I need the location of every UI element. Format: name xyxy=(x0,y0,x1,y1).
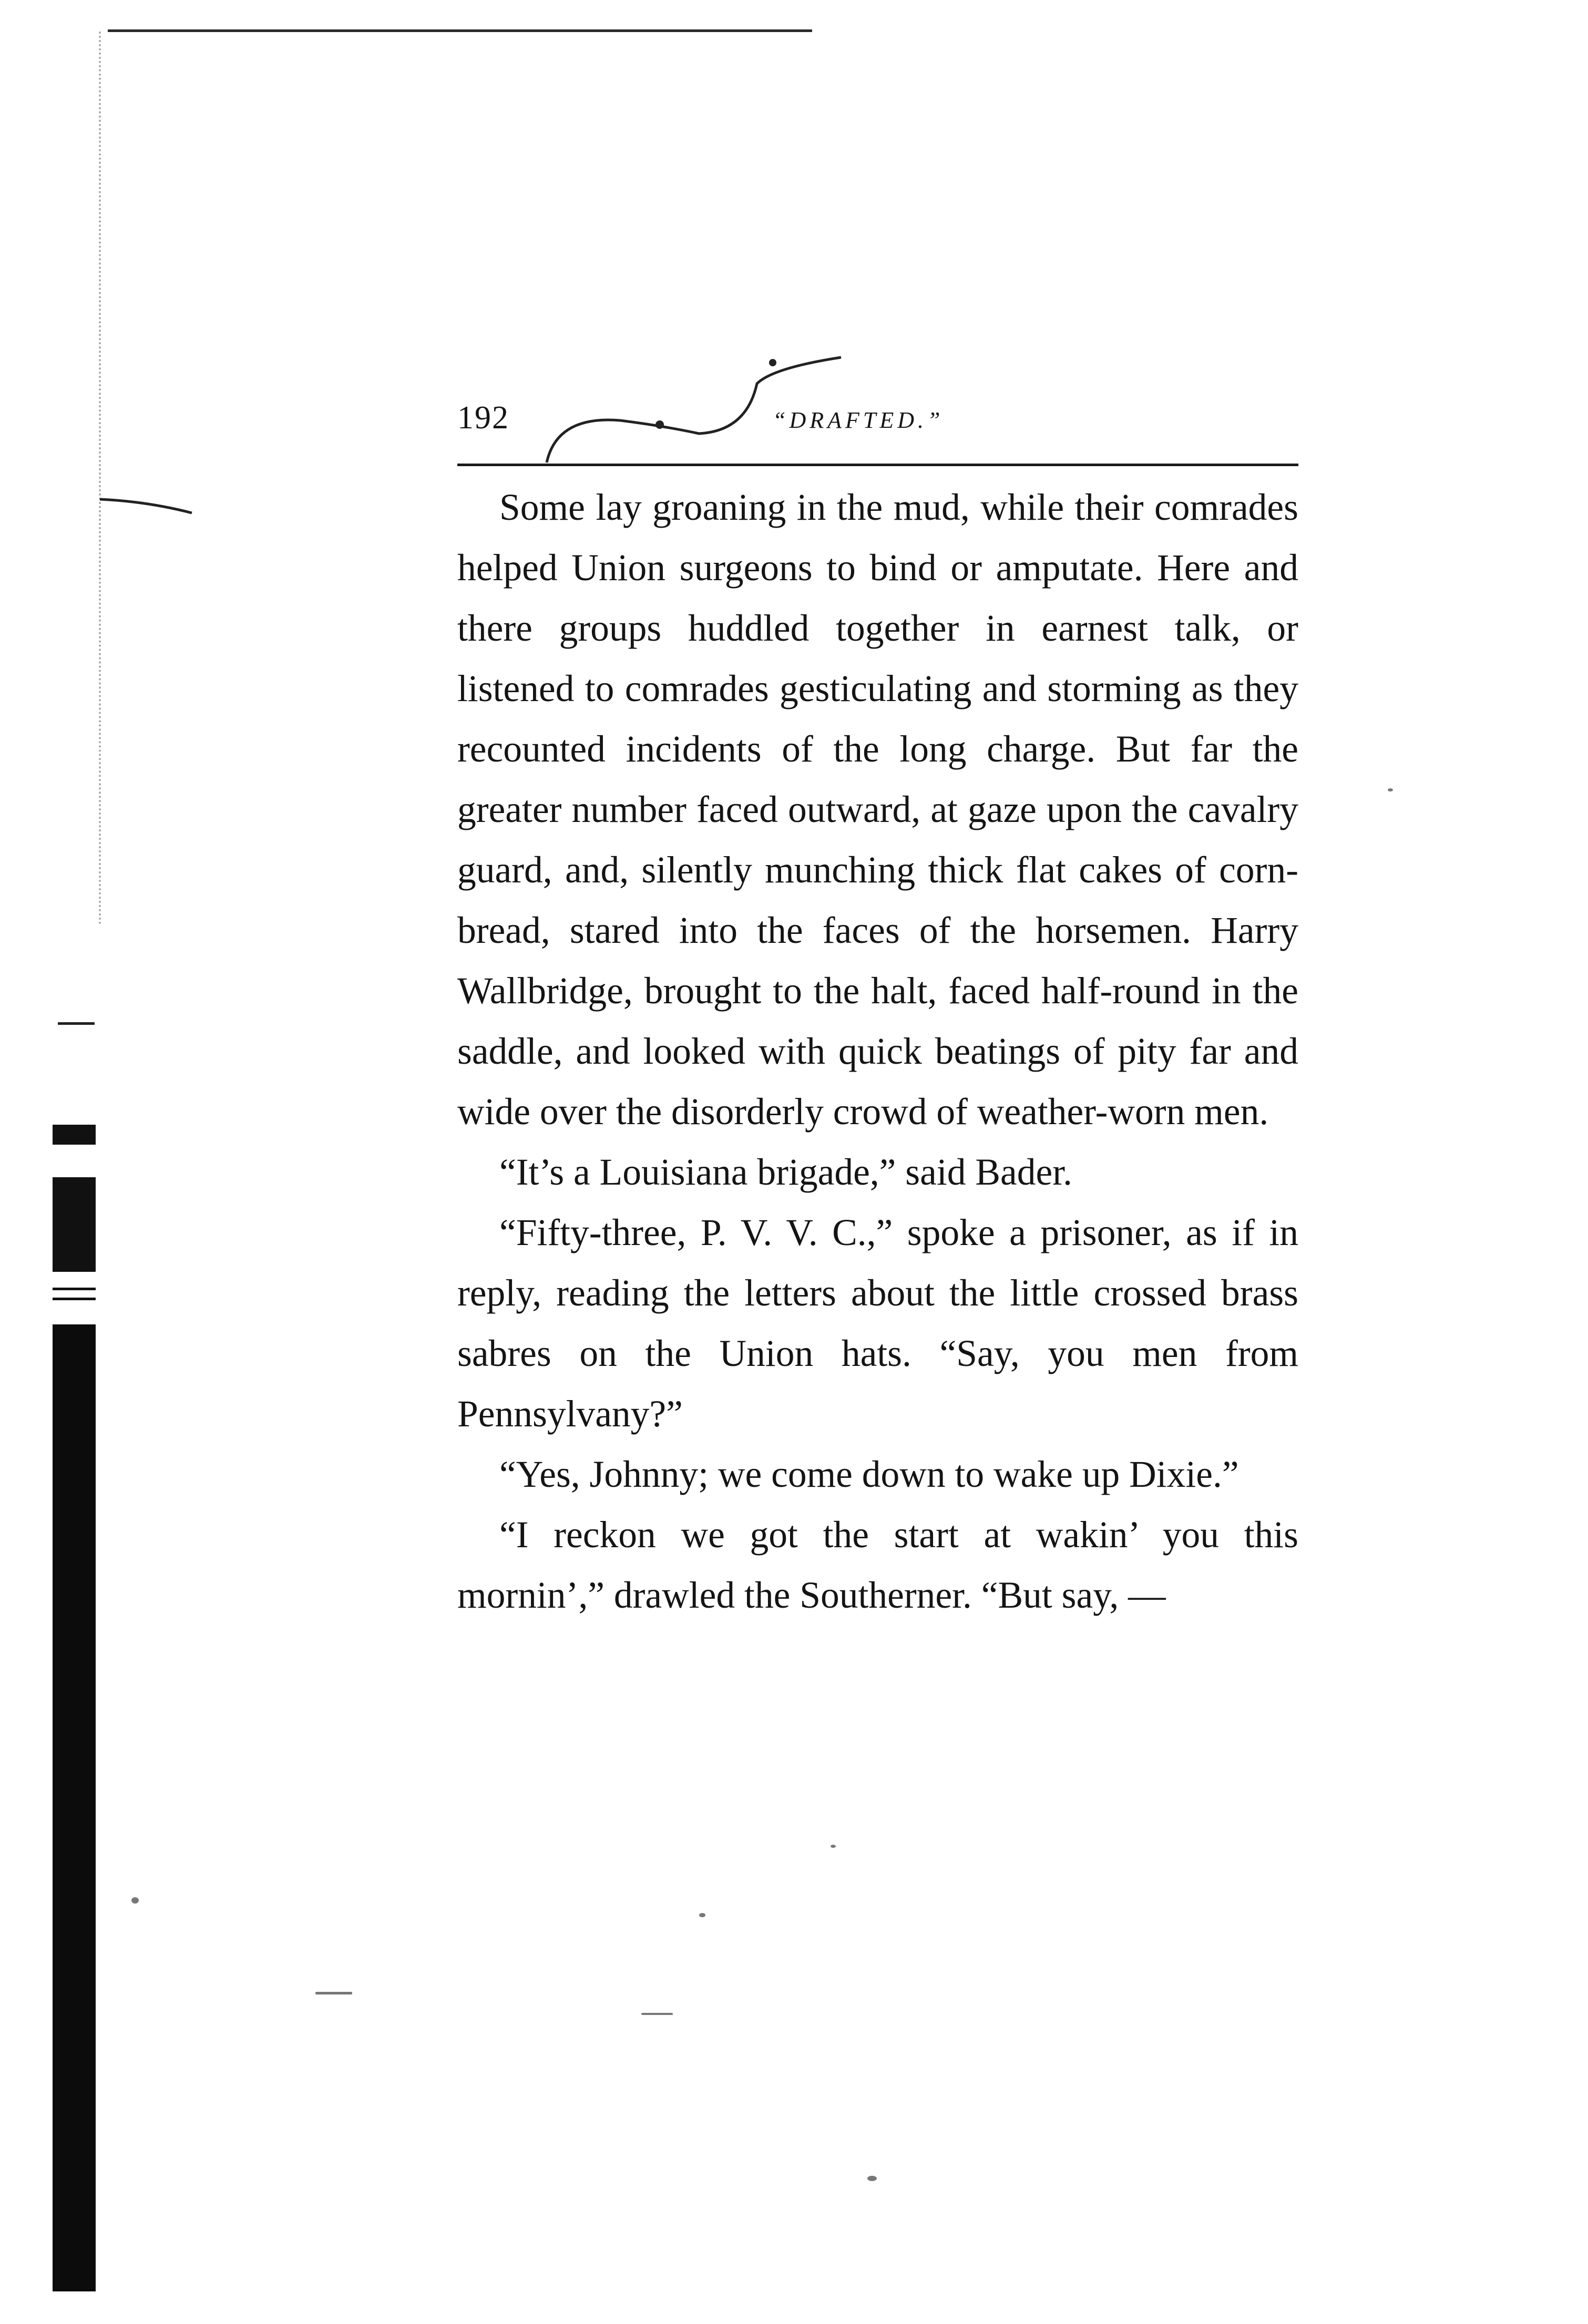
paragraph: “Yes, Johnny; we come down to wake up Dixie.” xyxy=(499,1454,1239,1495)
header-flourish-mark xyxy=(526,347,862,473)
paragraph: “Fifty-three, P. V. V. C.,” spoke a prisoner, as if in reply, reading the letters about the little crossed brass sabres on the Union hats. “Say, you men from Pennsylvany?” xyxy=(457,1212,1298,1435)
scan-margin-double-rule xyxy=(53,1288,96,1300)
page-number: 192 xyxy=(457,400,509,436)
scan-speck xyxy=(699,1913,705,1917)
scan-speck xyxy=(641,2013,673,2015)
scan-speck xyxy=(131,1897,139,1904)
running-title: “DRAFTED.” xyxy=(773,407,944,433)
scan-binding-shadow xyxy=(53,1324,96,2291)
scan-speck xyxy=(315,1992,352,1994)
scan-margin-mark xyxy=(100,494,194,515)
scan-margin-block xyxy=(53,1177,96,1272)
scan-edge-rule xyxy=(108,29,812,32)
scan-speck xyxy=(831,1845,836,1848)
header-rule xyxy=(457,464,1298,466)
scan-speck xyxy=(1388,788,1393,791)
scan-speck xyxy=(867,2176,877,2181)
paragraph: Some lay groaning in the mud, while their comrades helped Union surgeons to bind or amputate. Here and there groups huddled together in earnest talk, or listened to comrades gesticulating and storming as they recounted incidents of the long charge. But far the greater number faced outward, at gaze upon the cavalry guard, and, silently munching thick flat cakes of corn-bread, stared into the faces of the horsemen. Harry Wallbridge, brought to the halt, faced half-round in the saddle, and looked with quick beatings of pity far and wide over the disorderly crowd of weather-worn men. xyxy=(457,487,1298,1133)
paragraph: “It’s a Louisiana brigade,” said Bader. xyxy=(499,1151,1072,1193)
page-body xyxy=(457,477,1298,1626)
scan-margin-dots xyxy=(99,32,101,925)
paragraph: “I reckon we got the start at wakin’ you this mornin’,” drawled the Southerner. “But say, — xyxy=(457,1514,1298,1616)
scan-margin-block xyxy=(53,1125,96,1145)
scan-margin-dash xyxy=(58,1022,95,1025)
